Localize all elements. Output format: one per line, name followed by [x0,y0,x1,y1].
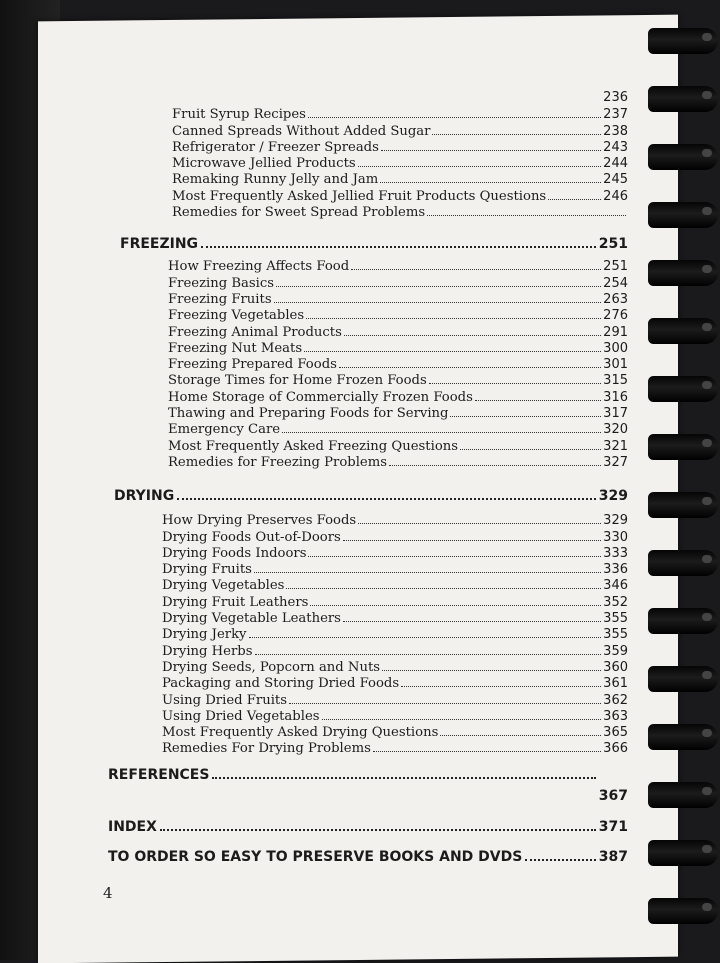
binding-coil [648,666,718,692]
binding-coil [648,376,718,402]
toc-leader [310,594,601,606]
toc-entry [162,545,628,561]
toc-entry-page: 352 [603,594,628,610]
toc-leader [381,139,601,151]
toc-leader [276,275,601,287]
toc-leader [380,171,601,183]
toc-entry-title: Freezing Basics [168,275,275,291]
binding-coil [648,608,718,634]
section-page: 329 [598,488,628,505]
toc-leader [304,340,601,352]
spiral-binding [640,0,720,960]
toc-entry [162,643,628,659]
toc-leader [282,421,601,433]
binding-coil [648,840,718,866]
toc-entry [168,421,628,437]
toc-leader [429,372,601,384]
section-title: REFERENCES [108,766,210,783]
toc-entry [168,454,628,470]
toc-entry-title: Freezing Nut Meats [168,340,303,356]
toc-leader [343,529,601,541]
toc-entry-title: Drying Seeds, Popcorn and Nuts [162,659,381,675]
binding-coil [648,724,718,750]
toc-entry-title: Drying Herbs [162,643,253,659]
toc-leader [358,155,602,167]
toc-entry [168,324,628,340]
toc-entry-title: Drying Fruits [162,562,252,578]
toc-entry-page: 263 [603,291,628,307]
section-title: FREEZING [120,236,199,253]
toc-entry-title: Microwave Jellied Products [172,156,356,172]
drying-entries [108,512,628,756]
toc-entry-page: 254 [603,275,628,291]
toc-entry-title: Most Frequently Asked Freezing Questions [168,438,459,454]
toc-leader [382,659,601,671]
toc-entry-title: Drying Foods Indoors [162,545,307,561]
toc-entry [168,258,628,274]
toc-leader [548,188,601,200]
toc-entry-page: 320 [603,422,628,438]
toc-entry [172,139,628,155]
toc-entry-title: Fruit Syrup Recipes [172,107,306,123]
toc-leader [174,90,601,101]
toc-entry-page: 359 [603,643,628,659]
toc-leader [389,454,601,466]
toc-entry [162,740,628,756]
toc-entry-title: Remedies for Sweet Spread Problems [172,205,426,221]
toc-leader [308,545,601,557]
toc-entry-page: 329 [603,513,628,529]
toc-entry-page: 291 [603,324,628,340]
toc-entry-title: Drying Foods Out-of-Doors [162,529,341,545]
toc-entry [162,610,628,626]
section-title: TO ORDER SO EASY TO PRESERVE BOOKS AND DVDS [108,848,523,865]
toc-entry [168,438,628,454]
toc-leader [249,626,602,638]
toc-entry-title: Home Storage of Commercially Frozen Foods [168,389,473,405]
toc-leader [401,675,601,687]
section-page: 387 [598,848,628,865]
toc-entry-title: Refrigerator / Freezer Spreads [172,139,379,155]
toc-entry [162,675,628,691]
toc-leader [274,291,602,303]
toc-entry-page: 315 [603,373,628,389]
toc-entry-title: Storage Times for Home Frozen Foods [168,373,427,389]
toc-leader [255,643,602,655]
toc-entry [172,204,628,220]
toc-leader [440,724,601,736]
toc-entry-page: 301 [603,357,628,373]
toc-entry-title: Drying Jerky [162,627,247,643]
toc-entry-title: Remaking Runny Jelly and Jam [172,172,379,188]
toc-entry-title: Freezing Prepared Foods [168,357,337,373]
binding-coil [648,260,718,286]
toc-entry-page: 300 [603,340,628,356]
toc-entry-title: Drying Fruit Leathers [162,594,309,610]
toc-entry [162,626,628,642]
toc-entry-title: Remedies for Freezing Problems [168,454,387,470]
toc-entry [168,372,628,388]
toc-entry-page: 321 [603,438,628,454]
toc-entry-title: Freezing Vegetables [168,308,305,324]
toc-leader [339,356,601,368]
toc-entry [162,529,628,545]
toc-entry-title: Emergency Care [168,422,281,438]
toc-entry-title: How Drying Preserves Foods [162,513,357,529]
toc-entry-page: 238 [603,123,628,139]
toc-leader [160,815,596,831]
page-number: 4 [103,884,113,902]
toc-leader [201,232,596,248]
toc-entry [168,275,628,291]
binding-coil [648,782,718,808]
toc-entry-page: 333 [603,545,628,561]
binding-coil [648,492,718,518]
toc-entry-title: Packaging and Storing Dried Foods [162,676,400,692]
toc-entry-page: 246 [603,188,628,204]
toc-leader [308,106,601,118]
toc-leader [344,324,601,336]
toc-entry-title: How Freezing Affects Food [168,259,350,275]
toc-entry-page: 243 [603,139,628,155]
binding-coil [648,28,718,54]
toc-leader [286,577,601,589]
toc-section-freezing [108,232,628,254]
toc-entry-page: 327 [603,454,628,470]
toc-section-drying [108,484,628,506]
toc-entry [172,188,628,204]
toc-entry [162,692,628,708]
toc-leader [460,438,601,450]
toc-entry-title: Using Dried Vegetables [162,708,320,724]
toc-leader [525,845,595,861]
toc-entry-page: 245 [603,172,628,188]
toc-entry [162,561,628,577]
toc-entry-page: 316 [603,389,628,405]
toc-leader [351,258,601,270]
toc-entry-page: 317 [603,406,628,422]
toc-entry-title: Thawing and Preparing Foods for Serving [168,406,449,422]
toc-entry-page: 336 [603,562,628,578]
toc-entry [162,512,628,528]
toc-entry-page: 236 [603,90,628,105]
toc-entry [162,594,628,610]
toc-entry [168,307,628,323]
toc-leader [177,484,596,500]
section-title: DRYING [114,488,175,505]
toc-entry-title: Freezing Animal Products [168,324,342,340]
toc-leader [306,307,601,319]
toc-entry-title: Canned Spreads Without Added Sugar [172,123,431,139]
toc-section-references [108,763,628,785]
toc-top-block [108,90,628,220]
toc-entry [162,577,628,593]
toc-entry-page: 366 [603,741,628,757]
section-title: INDEX [108,818,157,835]
toc-entry-page: 237 [603,107,628,123]
binding-coil [648,202,718,228]
toc-entry-page: 251 [603,259,628,275]
toc-leader [322,708,602,720]
toc-entry-title: Freezing Fruits [168,291,272,307]
toc-leader [343,610,601,622]
section-page: 371 [598,818,628,835]
toc-section-order [108,845,628,867]
section-page: 251 [598,236,628,253]
toc-entry-page: 346 [603,578,628,594]
toc-entry [162,659,628,675]
toc-entry-title: Most Frequently Asked Jellied Fruit Products Questions [172,188,547,204]
toc-entry-title: Drying Vegetable Leathers [162,611,341,627]
toc-leader [289,692,601,704]
toc-entry-page: 365 [603,725,628,741]
binding-coil [648,434,718,460]
toc-entry-page: 355 [603,627,628,643]
toc-entry [168,291,628,307]
toc-entry [172,155,628,171]
toc-section-references-page [108,785,628,807]
toc-entry-title: Most Frequently Asked Drying Questions [162,725,439,741]
toc-entry-page: 355 [603,611,628,627]
toc-leader [427,204,626,216]
binding-coil [648,550,718,576]
binding-coil [648,318,718,344]
toc-entry [168,356,628,372]
toc-entry-page: 276 [603,308,628,324]
toc-entry-title: Remedies For Drying Problems [162,741,371,757]
toc-leader [432,123,601,135]
toc-leader [450,405,601,417]
toc-leader [254,561,601,573]
toc-entry-page: 361 [603,676,628,692]
toc-entry [168,389,628,405]
binding-coil [648,898,718,924]
toc-leader [373,740,601,752]
toc-entry [172,106,628,122]
toc-section-index [108,815,628,837]
toc-entry [172,171,628,187]
binding-coil [648,144,718,170]
toc-entry-page: 360 [603,659,628,675]
toc-entry [162,708,628,724]
toc-entry-page: 362 [603,692,628,708]
toc-entry [168,405,628,421]
toc-entry [162,724,628,740]
toc-entry-page: 363 [603,708,628,724]
table-of-contents [108,90,628,867]
toc-entry-title: Using Dried Fruits [162,692,287,708]
toc-entry-page: 330 [603,529,628,545]
binding-coil [648,86,718,112]
toc-entry-title: Drying Vegetables [162,578,285,594]
toc-leader [358,512,601,524]
toc-leader [475,389,601,401]
section-page: 367 [598,787,628,804]
toc-entry-page: 244 [603,156,628,172]
toc-leader [212,763,595,779]
freezing-entries [108,258,628,470]
toc-entry [172,123,628,139]
toc-entry [172,90,628,106]
toc-entry [168,340,628,356]
